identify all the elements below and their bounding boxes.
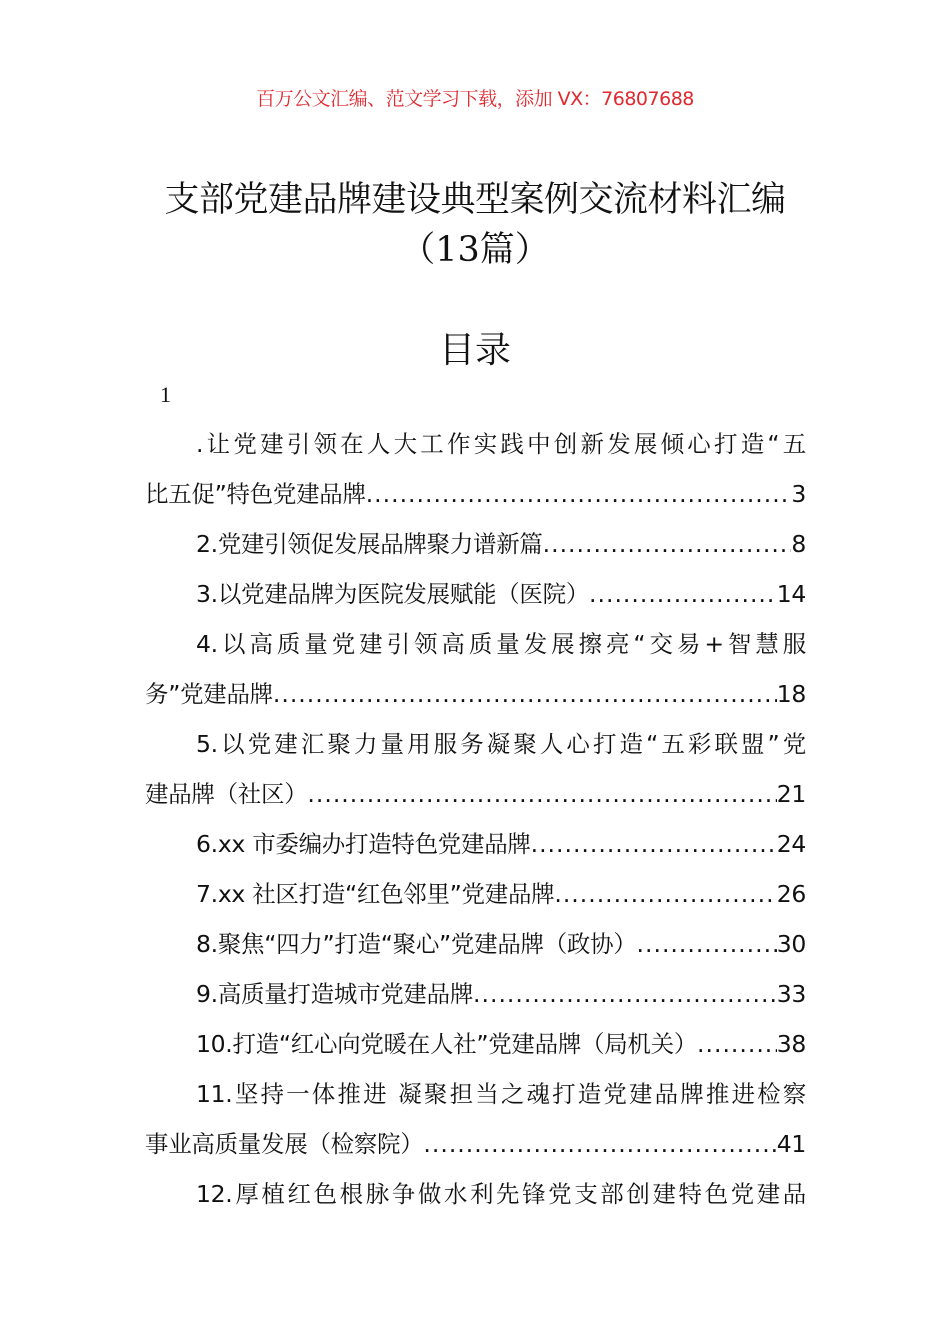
toc-page-number: 18 <box>776 680 806 708</box>
dot-leader <box>531 819 777 869</box>
toc-entry-title: 9.高质量打造城市党建品牌 <box>196 980 474 1008</box>
toc-entry[interactable] <box>145 519 806 569</box>
toc-entry-title: 务”党建品牌 <box>145 680 273 708</box>
toc-page-number: 41 <box>776 1130 806 1158</box>
toc-page-number: 26 <box>776 880 806 908</box>
dot-leader <box>473 969 777 1019</box>
toc-entry-title: 事业高质量发展（检察院） <box>145 1130 424 1158</box>
toc-page-number: 33 <box>776 980 806 1008</box>
toc-page-number: 30 <box>776 930 806 958</box>
paren-open: （ <box>400 230 436 270</box>
toc-entry-first-line: 5.以党建汇聚力量用服务凝聚人心打造“五彩联盟”党 <box>196 730 806 758</box>
article-count: 13 <box>435 230 480 270</box>
toc-entry-title: 8.聚焦“四力”打造“聚心”党建品牌（政协） <box>196 930 637 958</box>
toc-entry[interactable] <box>145 969 806 1019</box>
toc-entry[interactable] <box>145 419 806 519</box>
dot-leader <box>697 1019 777 1069</box>
toc-entry-line <box>145 1119 806 1169</box>
toc-entry-title: 3.以党建品牌为医院发展赋能（医院） <box>196 580 590 608</box>
toc-entry-title: 比五促”特色党建品牌 <box>145 480 366 508</box>
table-of-contents <box>145 419 806 1219</box>
toc-entry[interactable] <box>145 569 806 619</box>
dot-leader <box>554 869 776 919</box>
toc-entry-line <box>145 869 806 919</box>
toc-entry-title: 10.打造“红心向党暖在人社”党建品牌（局机关） <box>196 1030 698 1058</box>
dot-leader <box>273 669 777 719</box>
toc-entry[interactable] <box>145 819 806 869</box>
toc-heading: 目录 <box>438 330 511 371</box>
toc-page-number: 3 <box>791 480 806 508</box>
toc-entry-first-line: 4.以高质量党建引领高质量发展擦亮“交易+智慧服 <box>196 630 806 658</box>
toc-page-number: 14 <box>776 580 806 608</box>
toc-entry-title: 2.党建引领促发展品牌聚力谱新篇 <box>196 530 543 558</box>
toc-entry-line <box>145 819 806 869</box>
dot-leader <box>637 919 777 969</box>
toc-entry-line <box>145 669 806 719</box>
toc-page-number: 8 <box>791 530 806 558</box>
toc-entry[interactable] <box>145 869 806 919</box>
toc-entry[interactable] <box>145 619 806 719</box>
toc-entry[interactable] <box>145 1069 806 1169</box>
dot-leader <box>307 769 776 819</box>
document-title: 支部党建品牌建设典型案例交流材料汇编 <box>164 180 786 220</box>
toc-entry-line <box>145 519 806 569</box>
toc-entry-line <box>145 919 806 969</box>
toc-entry[interactable] <box>145 1019 806 1069</box>
toc-entry-line <box>145 569 806 619</box>
toc-page-number: 21 <box>776 780 806 808</box>
paren-close: ） <box>514 230 550 270</box>
toc-entry-first-line: 12.厚植红色根脉争做水利先锋党支部创建特色党建品 <box>196 1180 806 1208</box>
stray-number: 1 <box>160 382 171 407</box>
toc-entry[interactable] <box>145 919 806 969</box>
document-subtitle <box>0 222 950 272</box>
toc-page-number: 24 <box>776 830 806 858</box>
toc-entry-line <box>145 969 806 1019</box>
dot-leader <box>423 1119 776 1169</box>
toc-entry[interactable] <box>145 719 806 819</box>
toc-entry[interactable] <box>145 1169 806 1219</box>
toc-page-number: 38 <box>776 1030 806 1058</box>
toc-entry-first-line: .让党建引领在人大工作实践中创新发展倾心打造“五 <box>196 430 806 458</box>
toc-entry-title: 建品牌（社区） <box>145 780 308 808</box>
count-unit: 篇 <box>479 230 515 270</box>
toc-entry-title: 6.xx 市委编办打造特色党建品牌 <box>196 830 531 858</box>
toc-entry-line <box>145 769 806 819</box>
toc-entry-title: 7.xx 社区打造“红色邻里”党建品牌 <box>196 880 555 908</box>
dot-leader <box>589 569 777 619</box>
toc-entry-line <box>145 469 806 519</box>
dot-leader <box>543 519 792 569</box>
download-banner: 百万公文汇编、范文学习下载，添加 VX：76807688 <box>256 88 694 110</box>
toc-entry-first-line: 11.坚持一体推进 凝聚担当之魂打造党建品牌推进检察 <box>196 1080 806 1108</box>
dot-leader <box>366 469 792 519</box>
toc-entry-line <box>145 1019 806 1069</box>
